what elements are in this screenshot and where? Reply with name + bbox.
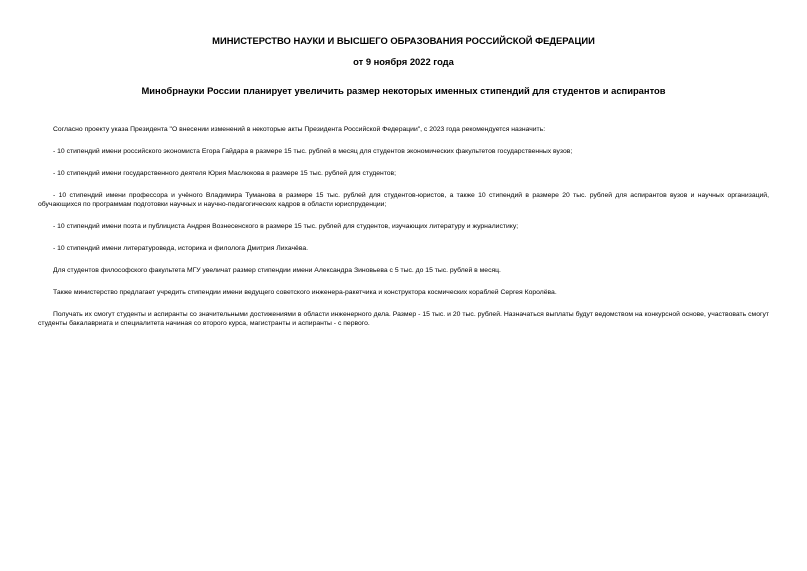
paragraph-intro: Согласно проекту указа Президента "О внесении изменений в некоторые акты Президента Российской Федерации", с 2023 года рекомендуется назначить: bbox=[53, 126, 546, 133]
paragraph-likhachev-scholarship: - 10 стипендий имени литературоведа, историка и филолога Дмитрия Лихачёва. bbox=[53, 245, 309, 252]
document-headline: Минобрнауки России планирует увеличить размер некоторых именных стипендий для студентов и аспирантов bbox=[141, 85, 666, 96]
document-date: от 9 ноября 2022 года bbox=[353, 56, 454, 67]
paragraph-gaidar-scholarship: - 10 стипендий имени российского экономиста Егора Гайдара в размере 15 тыс. рублей в месяц для студентов экономических факультетов государственных вузов; bbox=[53, 148, 573, 155]
paragraph-eligibility: Получать их смогут студенты и аспиранты со значительными достижениями в области инженерного дела. Размер - 15 тыс. и 20 тыс. рублей. Назначаться выплаты будут ведомством на конкурсной основе, участвовать смогут студенты бакалавриата и специалитета начиная со второго курса, магистранты и аспиранты - с первого. bbox=[38, 311, 769, 327]
paragraph-zinoviev-scholarship: Для студентов философского факультета МГУ увеличат размер стипендии имени Александра Зиновьева с 5 тыс. до 15 тыс. рублей в месяц. bbox=[53, 267, 501, 274]
paragraph-voznesensky-scholarship: - 10 стипендий имени поэта и публициста Андрея Вознесенского в размере 15 тыс. рублей для студентов, изучающих литературу и журналистику; bbox=[53, 223, 519, 230]
paragraph-tumanov-scholarship: - 10 стипендий имени профессора и учёного Владимира Туманова в размере 15 тыс. рублей для студентов-юристов, а также 10 стипендий в размере 20 тыс. рублей для аспирантов вузов и научных организаций, обучающихся по программам подготовки научных и научно-педагогических кадров в области юриспруденции; bbox=[38, 192, 769, 208]
document-body bbox=[38, 125, 769, 341]
organization-title: МИНИСТЕРСТВО НАУКИ И ВЫСШЕГО ОБРАЗОВАНИЯ РОССИЙСКОЙ ФЕДЕРАЦИИ bbox=[212, 35, 595, 46]
paragraph-maslyukov-scholarship: - 10 стипендий имени государственного деятеля Юрия Маслюкова в размере 15 тыс. рублей для студентов; bbox=[53, 170, 397, 177]
paragraph-korolev-scholarship: Также министерство предлагает учредить стипендии имени ведущего советского инженера-ракетчика и конструктора космических кораблей Сергея Королёва. bbox=[53, 289, 557, 296]
